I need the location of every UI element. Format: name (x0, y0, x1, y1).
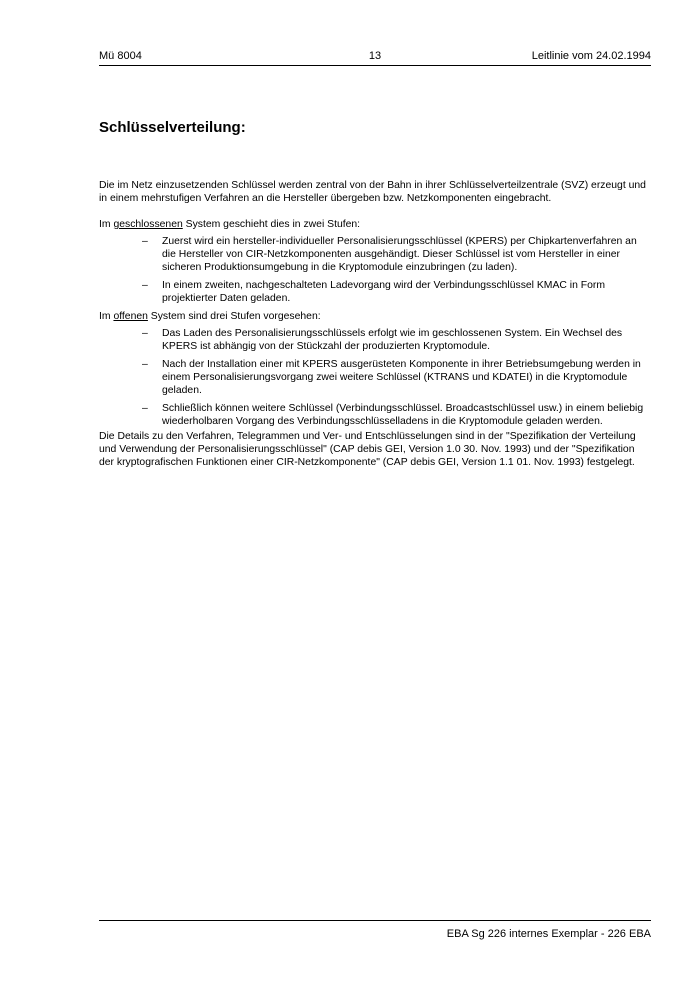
open-system-suffix: System sind drei Stufen vorgesehen: (147, 311, 321, 322)
closed-system-keyword: geschlossenen (113, 219, 183, 230)
footer-divider (99, 920, 651, 921)
list-item (99, 358, 651, 397)
closed-system-suffix: System geschieht dies in zwei Stufen: (182, 219, 361, 230)
open-system-prefix: Im (99, 311, 114, 322)
page-header (99, 49, 651, 66)
closed-system-list (99, 235, 651, 305)
closed-system-intro (99, 218, 651, 231)
dash-bullet: – (142, 403, 148, 414)
list-item (99, 235, 651, 274)
list-item-text: Nach der Installation einer mit KPERS ausgerüsteten Komponente in ihrer Betriebsumgebung werden in einem Personalisierungsvorgang zwei weitere Schlüssel (KTRANS und KDATEI) in die Kryptomodule geladen. (162, 359, 641, 396)
document-body (99, 179, 651, 469)
open-system-list (99, 327, 651, 428)
list-item (99, 279, 651, 305)
dash-bullet: – (142, 359, 148, 370)
open-system-keyword: offenen (113, 311, 148, 322)
dash-bullet: – (142, 328, 148, 339)
guideline-date: Leitlinie vom 24.02.1994 (531, 50, 651, 62)
document-id: Mü 8004 (99, 50, 142, 62)
intro-paragraph: Die im Netz einzusetzenden Schlüssel werden zentral von der Bahn in ihrer Schlüsselverteilzentrale (SVZ) erzeugt und in einem mehrstufigen Verfahren an die Hersteller übergeben bzw. Netzkomponenten eingebracht. (99, 180, 646, 204)
dash-bullet: – (142, 280, 148, 291)
page-footer: EBA Sg 226 internes Exemplar - 226 EBA (446, 928, 651, 940)
list-item (99, 327, 651, 353)
dash-bullet: – (142, 236, 148, 247)
closed-system-prefix: Im (99, 219, 114, 230)
list-item (99, 402, 651, 428)
details-paragraph: Die Details zu den Verfahren, Telegrammen und Ver- und Entschlüsselungen sind in der "Spezifikation der Verteilung und Verwendung der Personalisierungsschlüssel" (CAP debis GEI, Version 1.0 30. Nov. 1993) und der "Spezifikation der kryptografischen Funktionen einer CIR-Netzkomponente" (CAP debis GEI, Version 1.1 01. Nov. 1993) festgelegt. (99, 431, 636, 468)
open-system-intro (99, 310, 651, 323)
list-item-text: Schließlich können weitere Schlüssel (Verbindungsschlüssel. Broadcastschlüssel usw.) in einem beliebig wiederholbaren Vorgang des Verbindungsschlüsselladens in die Kryptomodule geladen werden. (162, 403, 644, 427)
list-item-text: Zuerst wird ein hersteller-individueller Personalisierungsschlüssel (KPERS) per Chipkartenverfahren an die Hersteller von CIR-Netzkomponenten ausgehändigt. Dieser Schlüssel ist vom Hersteller in einer sicheren Produktionsumgebung in die Kryptomodule einzubringen (zu laden). (162, 236, 637, 273)
page-number: 13 (368, 50, 382, 62)
list-item-text: Das Laden des Personalisierungsschlüssels erfolgt wie im geschlossenen System. Ein Wechsel des KPERS ist abhängig von der Stückzahl der produzierten Kryptomodule. (162, 328, 623, 352)
list-item-text: In einem zweiten, nachgeschalteten Ladevorgang wird der Verbindungsschlüssel KMAC in Form projektierter Daten geladen. (162, 280, 605, 304)
section-title: Schlüsselverteilung: (99, 119, 246, 136)
